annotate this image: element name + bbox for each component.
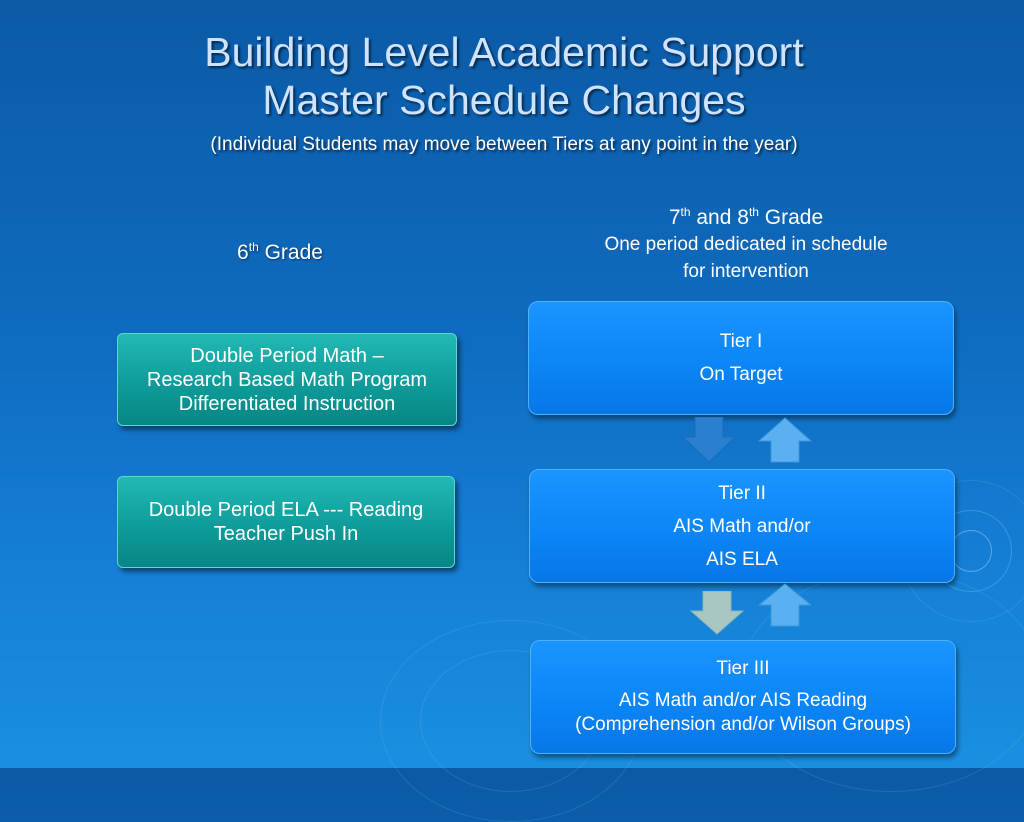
tier-1-description: On Target [699,364,783,385]
sixth-grade-heading [130,240,430,266]
heading-ordinal-8: th [748,205,759,219]
heading-sub-line-2: for intervention [683,261,809,282]
ela-box-line-1: Double Period ELA --- Reading [148,499,424,521]
tier-3-box [530,640,956,754]
arrow-down-icon [682,417,736,463]
heading-grade: Grade [758,206,824,229]
math-box-line-1: Double Period Math – [190,345,384,367]
heading-text: Grade [258,241,323,264]
tier-2-line-1: AIS Math and/or [673,516,811,537]
ripple-decoration [950,530,992,572]
arrow-down-icon [690,591,744,635]
arrow-up-icon [758,583,812,627]
tier-1-box [528,301,954,415]
tier-2-line-2: AIS ELA [706,549,778,570]
slide-title [0,28,1008,157]
title-subtitle: (Individual Students may move between Tiers at any point in the year) [210,134,798,155]
math-box-line-3: Differentiated Instruction [178,393,396,415]
heading-and-8: and 8 [690,206,749,229]
seventh-eighth-grade-heading [560,205,932,285]
tier-3-name: Tier III [716,658,770,679]
double-period-ela-box [117,476,455,568]
heading-ordinal: th [248,240,259,254]
tier-2-box [529,469,955,583]
heading-sub-line-1: One period dedicated in schedule [604,234,888,255]
double-period-math-box [117,333,457,426]
arrow-up-icon [758,417,812,463]
ela-box-line-2: Teacher Push In [213,523,359,545]
tier-3-line-2: (Comprehension and/or Wilson Groups) [575,714,911,735]
math-box-line-2: Research Based Math Program [146,369,428,391]
title-line-2: Master Schedule Changes [262,77,746,123]
tier-3-line-1: AIS Math and/or AIS Reading [618,690,868,711]
tier-1-name: Tier I [719,331,763,352]
tier-2-name: Tier II [718,483,766,504]
title-line-1: Building Level Academic Support [204,29,804,75]
heading-number-7: 7 [668,206,681,229]
heading-ordinal-7: th [680,205,691,219]
heading-number: 6 [237,241,249,264]
